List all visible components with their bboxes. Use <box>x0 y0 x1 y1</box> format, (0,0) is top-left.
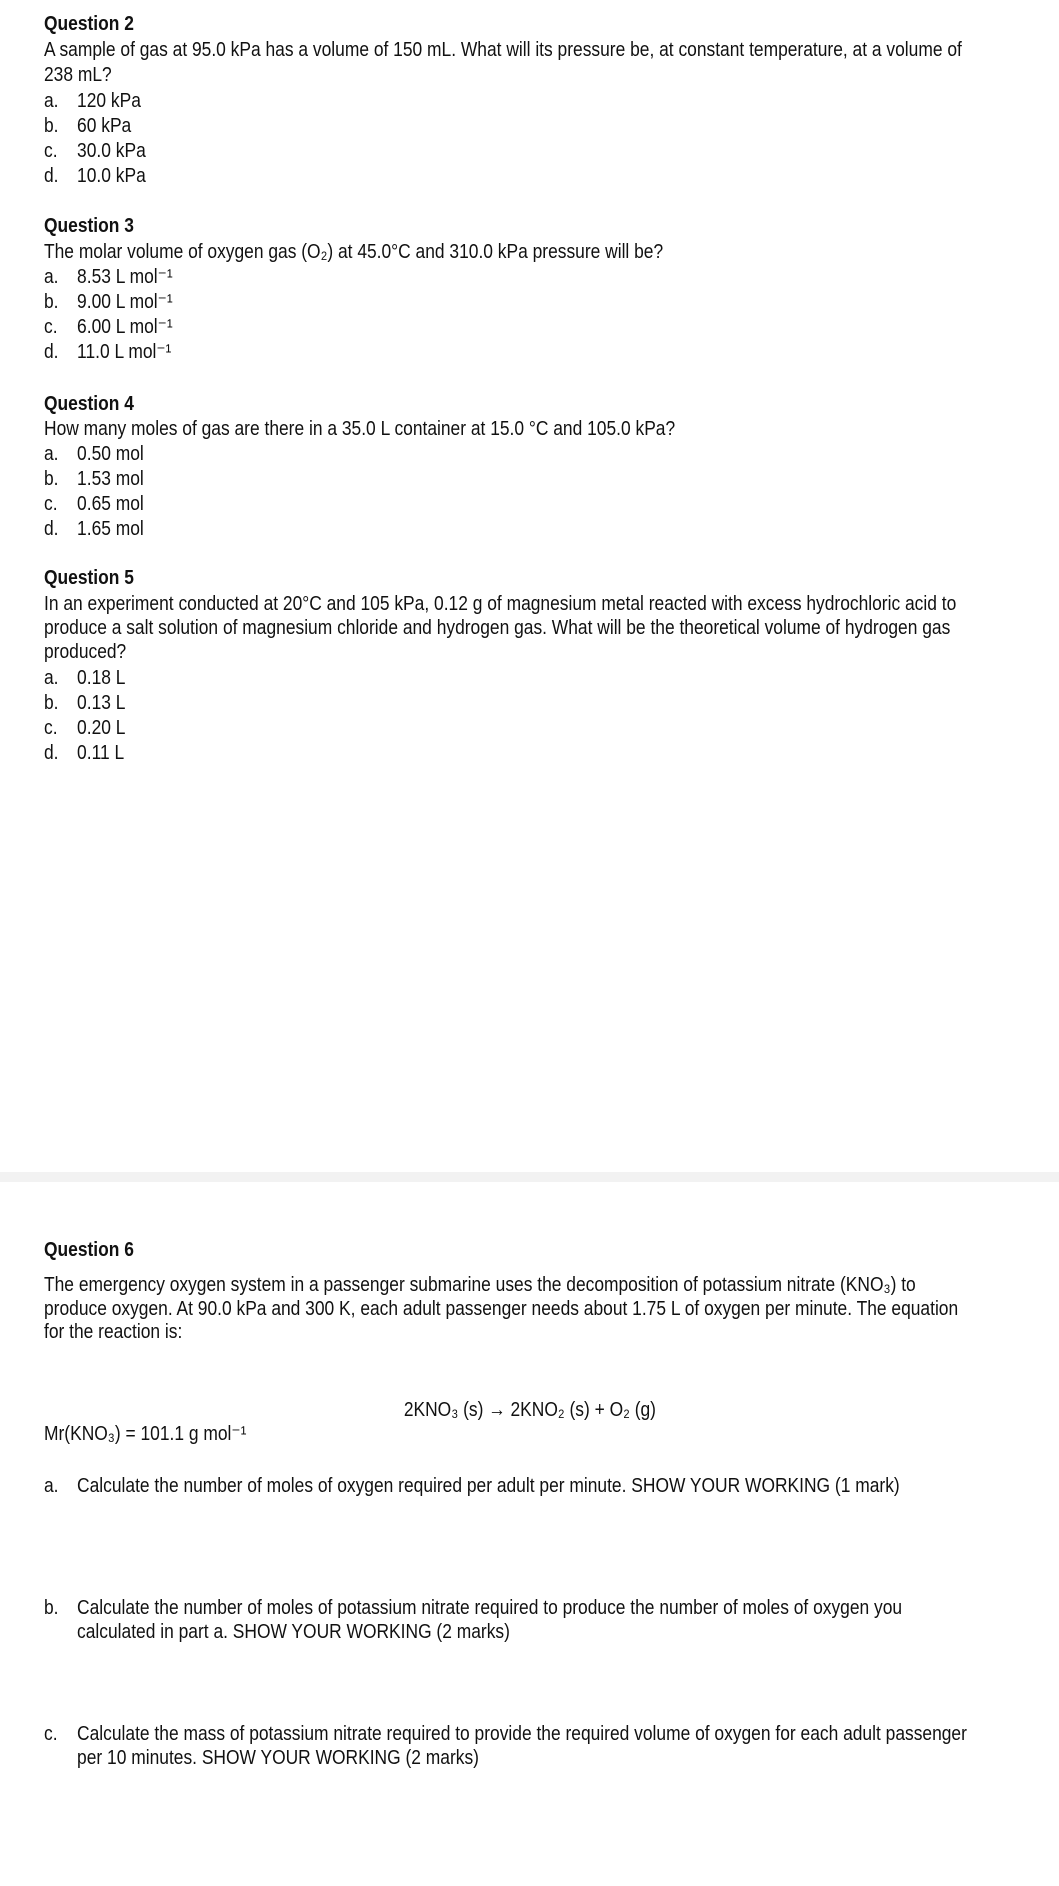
question-3-heading: Question 3 <box>44 215 134 237</box>
question-2-text: A sample of gas at 95.0 kPa has a volume of 150 mL. What will its pressure be, at constant temperature, at a volume of <box>44 39 962 61</box>
option-letter: a. <box>44 90 59 112</box>
option-text: 0.11 L <box>77 742 125 764</box>
option-letter: c. <box>44 493 58 515</box>
question-2-text: 238 mL? <box>44 64 112 86</box>
option-text: 0.20 L <box>77 717 126 739</box>
option-b <box>44 290 173 315</box>
option-letter: b. <box>44 692 59 714</box>
question-6-text: for the reaction is: <box>44 1321 183 1343</box>
question-6-heading: Question 6 <box>44 1239 134 1261</box>
option-c <box>44 716 125 741</box>
option-text: 0.13 L <box>77 692 126 714</box>
option-text: 60 kPa <box>77 115 132 137</box>
option-b <box>44 467 144 492</box>
part-c <box>44 1722 967 1747</box>
option-letter: d. <box>44 341 59 363</box>
option-text: 10.0 kPa <box>77 165 146 187</box>
option-letter: a. <box>44 266 59 288</box>
option-c <box>44 315 173 340</box>
question-5-text: produced? <box>44 641 127 663</box>
option-d <box>44 164 146 189</box>
option-letter: b. <box>44 291 59 313</box>
option-text: 120 kPa <box>77 90 141 112</box>
option-letter: a. <box>44 443 59 465</box>
option-a <box>44 265 173 290</box>
question-5-heading: Question 5 <box>44 567 134 589</box>
question-6-text: The emergency oxygen system in a passenger submarine uses the decomposition of potassium nitrate (KNO₃) to <box>44 1274 916 1296</box>
page-break-divider <box>0 1172 1059 1182</box>
option-b <box>44 114 131 139</box>
option-c <box>44 492 144 517</box>
option-a <box>44 89 141 114</box>
option-text: 30.0 kPa <box>77 140 146 162</box>
option-d <box>44 340 171 365</box>
question-4-text: How many moles of gas are there in a 35.0 L container at 15.0 °C and 105.0 kPa? <box>44 418 676 440</box>
question-3-text: The molar volume of oxygen gas (O₂) at 45.0°C and 310.0 kPa pressure will be? <box>44 241 664 263</box>
option-text: 9.00 L mol⁻¹ <box>77 291 173 313</box>
option-text: 1.65 mol <box>77 518 144 540</box>
part-letter: a. <box>44 1475 59 1497</box>
option-letter: d. <box>44 165 59 187</box>
option-letter: c. <box>44 140 58 162</box>
part-a <box>44 1474 900 1499</box>
question-5-text: produce a salt solution of magnesium chloride and hydrogen gas. What will be the theoretical volume of hydrogen gas <box>44 617 951 639</box>
option-letter: d. <box>44 742 59 764</box>
option-d <box>44 517 144 542</box>
question-5-text: In an experiment conducted at 20°C and 105 kPa, 0.12 g of magnesium metal reacted with excess hydrochloric acid to <box>44 593 957 615</box>
equation-text: 2KNO₃ (s) → 2KNO₂ (s) + O₂ (g) <box>403 1399 656 1421</box>
option-text: 1.53 mol <box>77 468 144 490</box>
molar-mass-line: Mr(KNO₃) = 101.1 g mol⁻¹ <box>44 1423 247 1445</box>
option-a <box>44 442 144 467</box>
option-c <box>44 139 146 164</box>
part-b <box>44 1596 902 1621</box>
option-text: 8.53 L mol⁻¹ <box>77 266 173 288</box>
question-6-text: produce oxygen. At 90.0 kPa and 300 K, each adult passenger needs about 1.75 L of oxygen per minute. The equation <box>44 1298 959 1320</box>
part-text: calculated in part a. SHOW YOUR WORKING (2 marks) <box>77 1621 510 1643</box>
option-letter: c. <box>44 316 58 338</box>
option-text: 0.50 mol <box>77 443 144 465</box>
option-letter: b. <box>44 115 59 137</box>
option-a <box>44 666 125 691</box>
option-text: 6.00 L mol⁻¹ <box>77 316 173 338</box>
option-text: 0.18 L <box>77 667 126 689</box>
part-text: Calculate the number of moles of potassium nitrate required to produce the number of moles of oxygen you <box>77 1597 903 1619</box>
option-d <box>44 741 124 766</box>
option-b <box>44 691 125 716</box>
part-letter: b. <box>44 1597 59 1619</box>
option-letter: a. <box>44 667 59 689</box>
part-text: per 10 minutes. SHOW YOUR WORKING (2 marks) <box>77 1747 479 1769</box>
part-c-cont <box>44 1746 479 1771</box>
question-2-heading: Question 2 <box>44 13 134 35</box>
part-b-cont <box>44 1620 510 1645</box>
part-text: Calculate the number of moles of oxygen required per adult per minute. SHOW YOUR WORKING (1 mark) <box>77 1475 900 1497</box>
option-text: 0.65 mol <box>77 493 144 515</box>
part-text: Calculate the mass of potassium nitrate required to provide the required volume of oxygen for each adult passenger <box>77 1723 967 1745</box>
option-letter: b. <box>44 468 59 490</box>
part-letter: c. <box>44 1723 58 1745</box>
option-letter: c. <box>44 717 58 739</box>
reaction-equation <box>0 1398 1059 1423</box>
option-letter: d. <box>44 518 59 540</box>
question-4-heading: Question 4 <box>44 393 134 415</box>
option-text: 11.0 L mol⁻¹ <box>77 341 172 363</box>
